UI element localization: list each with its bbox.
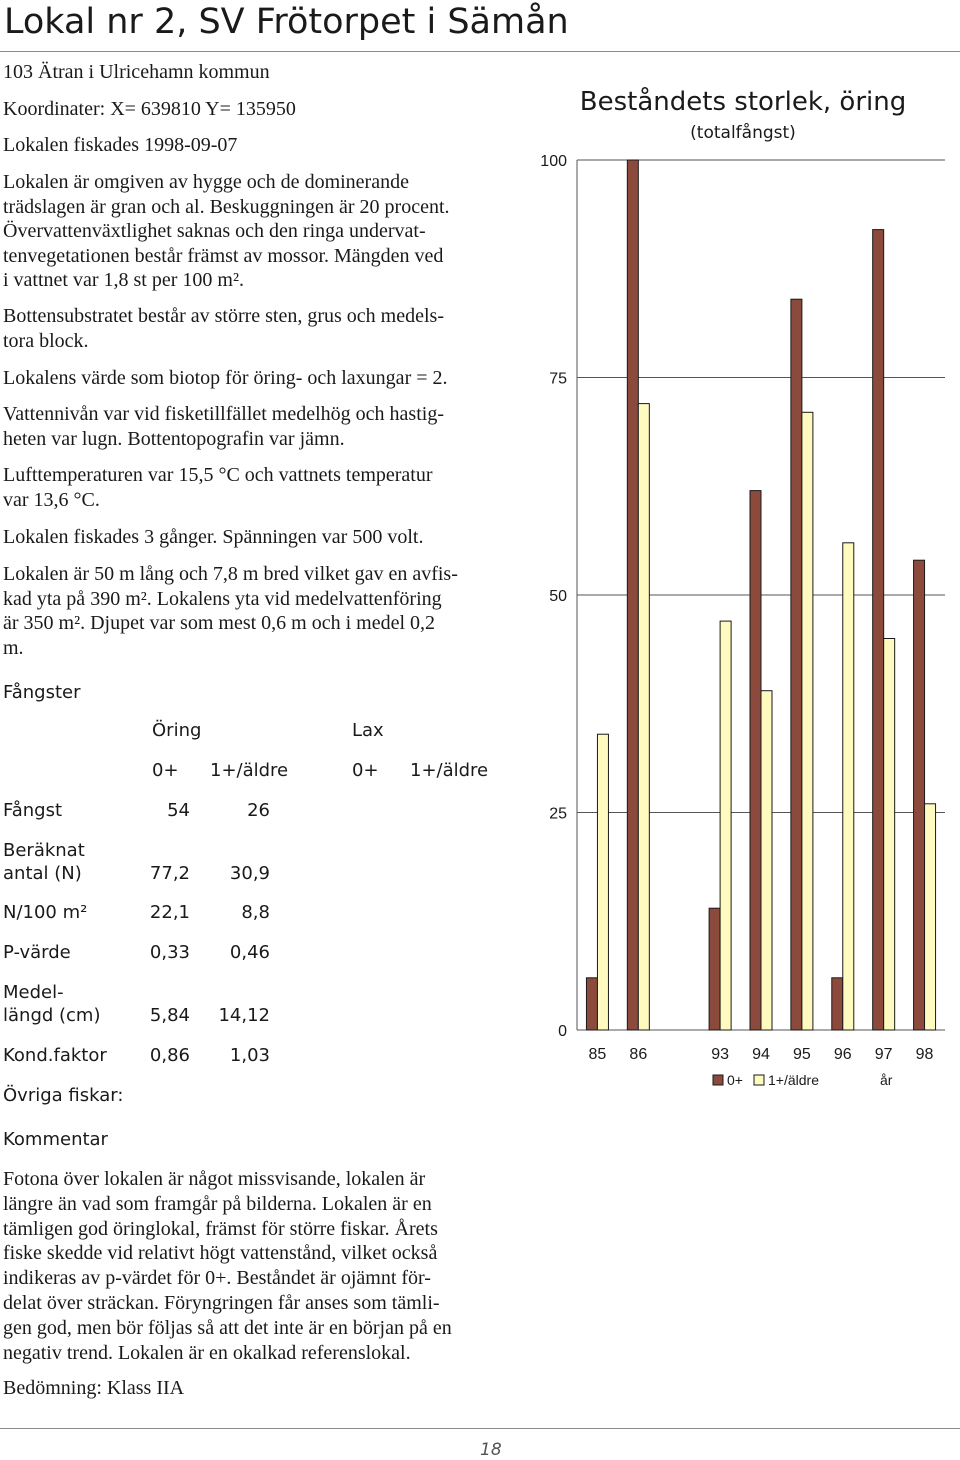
row-label: Beräknat [3,840,85,861]
comment-line: fiske skedde vid relativt högt vattenstånd, vilket också [3,1242,438,1265]
bar-1plus-older [720,621,731,1030]
paragraph-line: var 13,6 °C. [3,488,100,511]
paragraph-line: m. [3,636,24,659]
paragraph-line: tenvegetationen består främst av mossor. Mängden ved [3,244,444,267]
bar-1plus-older [884,639,895,1031]
row-label: P-värde [3,942,71,963]
comment-heading: Kommentar [3,1129,108,1150]
bar-1plus-older [925,804,936,1030]
age-class-header: 0+ [152,760,179,781]
table-cell: 0,46 [229,942,270,963]
paragraph [3,525,513,550]
page-title: Lokal nr 2, SV Frötorpet i Sämån [4,2,569,42]
paragraph-line: Övervattenväxtlighet saknas och den ringa undervat- [3,220,426,242]
y-tick-label: 0 [558,1023,567,1040]
x-tick-label: 96 [833,1046,852,1063]
y-tick-label: 25 [549,805,567,823]
row-label: N/100 m² [3,902,88,923]
table-cell: 22,1 [149,902,190,923]
location-info [3,60,513,158]
paragraph-line: Lufttemperaturen var 15,5 °C och vattnets temperatur [3,464,433,486]
row-label: Fångst [3,800,63,821]
table-cell: 14,12 [218,1005,270,1026]
legend-swatch [754,1075,764,1085]
bar-0plus [873,230,884,1030]
legend-label: 0+ [727,1072,743,1088]
paragraph-line: kad yta på 390 m². Lokalens yta vid medelvattenföring [3,587,442,610]
chart-title: Beståndets storlek, öring [579,87,907,117]
catches-heading: Fångster [3,682,81,703]
comment-line: indikeras av p-värdet för 0+. Beståndet är ojämnt för- [3,1267,431,1290]
legend-swatch [713,1075,723,1085]
comment-line: delat över sträckan. Föryngringen får anses som tämli- [3,1291,440,1314]
y-tick-label: 50 [549,588,567,605]
row-label: Kond.faktor [3,1045,107,1066]
row-label: Medel- [3,982,64,1003]
bar-0plus [791,299,802,1030]
table-cell: 77,2 [149,863,190,884]
bar-1plus-older [638,404,649,1030]
bar-0plus [627,160,638,1030]
paragraph [3,402,513,451]
bar-0plus [832,978,843,1030]
table-cell: 8,8 [241,902,270,923]
table-cell: 1,03 [229,1045,270,1066]
y-tick-label: 75 [549,370,567,388]
bar-1plus-older [597,734,608,1030]
table-cell: 54 [167,800,190,821]
comment-line: tämligen god öringlokal, främst för större fiskar. Årets [3,1217,438,1240]
comment-line: längre än vad som framgår på bilderna. Lokalen är en [3,1192,432,1215]
bar-0plus [750,491,761,1030]
species-header: Lax [352,720,384,741]
title-divider [0,51,960,52]
bar-0plus [914,560,925,1030]
x-tick-label: 86 [629,1046,648,1063]
x-tick-label: 85 [588,1046,607,1063]
species-header: Öring [152,720,202,741]
paragraph [3,463,513,512]
comment-line: Fotona över lokalen är något missvisande, lokalen är [3,1168,426,1190]
assessment: Bedömning: Klass IIA [3,1377,185,1399]
chart-subtitle: (totalfångst) [690,123,796,143]
bar-1plus-older [802,412,813,1030]
x-tick-label: 98 [915,1046,934,1063]
comment-line: negativ trend. Lokalen är en okalkad referenslokal. [3,1341,411,1364]
y-tick-label: 100 [540,153,567,170]
paragraph [3,170,513,293]
paragraph-line: i vattnet var 1,8 st per 100 m². [3,269,244,291]
paragraph-line: Lokalens värde som biotop för öring- och laxungar = 2. [3,367,448,389]
comment-line: gen god, men bör följas så att det inte är en början på en [3,1316,452,1339]
row-label: antal (N) [3,863,82,884]
paragraph-line: är 350 m². Djupet var som mest 0,6 m och i medel 0,2 [3,612,436,634]
bar-1plus-older [843,543,854,1030]
paragraph-line: Lokalen är 50 m lång och 7,8 m bred vilket gav en avfis- [3,563,458,585]
age-class-header: 0+ [352,760,379,781]
paragraph-line: Vattennivån var vid fisketillfället medelhög och hastig- [3,403,444,425]
table-cell: 5,84 [149,1005,190,1026]
footer-divider [0,1428,960,1429]
other-fish-label: Övriga fiskar: [3,1085,124,1106]
x-tick-label: 94 [752,1046,770,1063]
age-class-header: 1+/äldre [410,760,489,781]
paragraph [3,562,513,660]
info-line: Lokalen fiskades 1998-09-07 [3,134,238,156]
comment-paragraph [3,1167,513,1365]
table-cell: 0,33 [149,942,190,963]
info-line: 103 Ätran i Ulricehamn kommun [3,61,270,83]
table-cell: 26 [247,800,270,821]
x-tick-label: 93 [711,1046,730,1063]
page-number: 18 [480,1440,502,1460]
paragraph-line: tora block. [3,329,89,352]
paragraph-line: Lokalen fiskades 3 gånger. Spänningen var 500 volt. [3,526,424,548]
table-cell: 0,86 [149,1045,190,1066]
paragraph-line: Lokalen är omgiven av hygge och de dominerande [3,171,409,193]
info-line: Koordinater: X= 639810 Y= 135950 [3,97,296,120]
bar-0plus [709,908,720,1030]
x-axis-label: år [880,1072,893,1088]
paragraph [3,366,513,391]
legend-label: 1+/äldre [768,1072,819,1088]
x-tick-label: 97 [874,1046,893,1063]
paragraph-line: heten var lugn. Bottentopografin var jämn. [3,427,345,450]
bar-1plus-older [761,691,772,1030]
paragraph-line: trädslagen är gran och al. Beskuggningen är 20 procent. [3,195,450,218]
row-label: längd (cm) [3,1005,101,1026]
population-chart [530,75,950,1105]
age-class-header: 1+/äldre [210,760,289,781]
x-tick-label: 95 [792,1046,811,1063]
paragraph-line: Bottensubstratet består av större sten, grus och medels- [3,305,444,327]
bar-0plus [586,978,597,1030]
paragraph [3,304,513,353]
table-cell: 30,9 [229,863,270,884]
